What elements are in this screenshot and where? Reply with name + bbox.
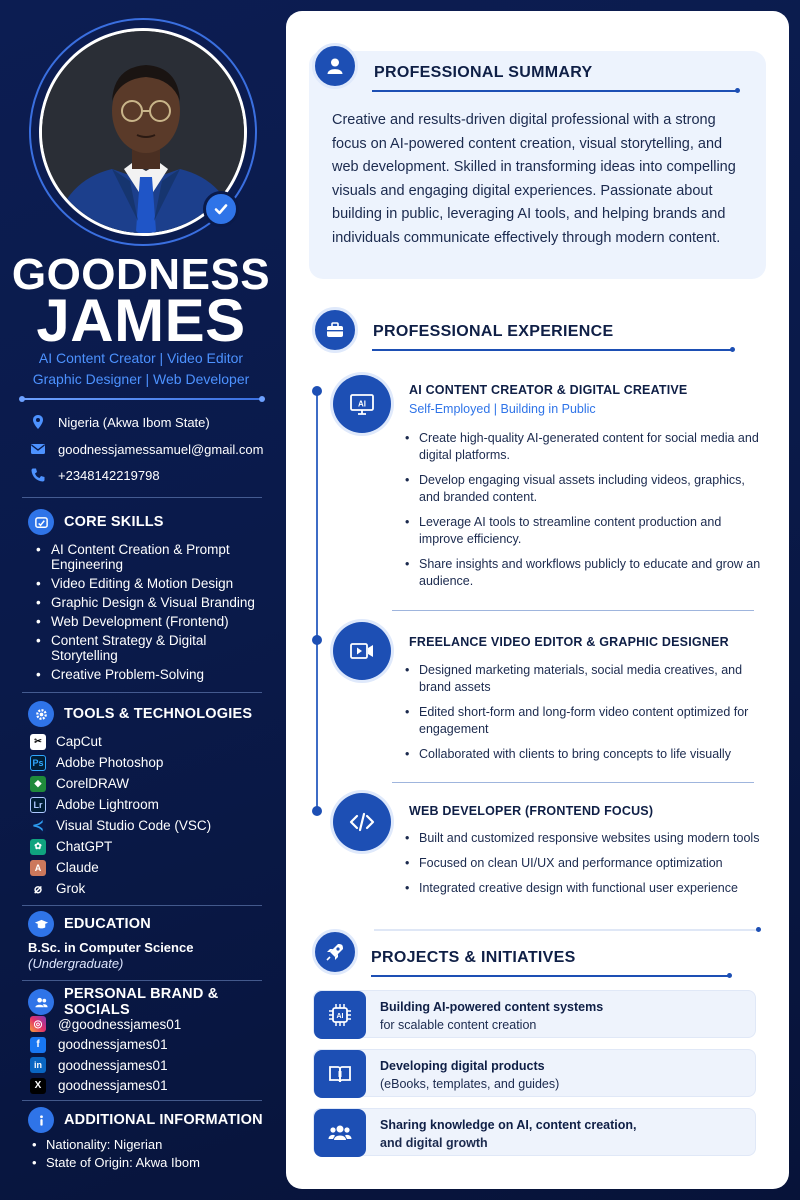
divider [22, 980, 262, 981]
divider [22, 1100, 262, 1101]
list-item: • Built and customized responsive websites using modern tools [419, 830, 764, 847]
capcut-icon: ✂ [30, 734, 46, 750]
list-item: • Graphic Design & Visual Branding [32, 595, 264, 610]
list-item: Ps Adobe Photoshop [30, 752, 262, 773]
list-item: • Video Editing & Motion Design [32, 576, 264, 591]
main-card [286, 11, 789, 1189]
list-item: • Collaborated with clients to bring concepts to life visually [419, 746, 764, 763]
phone-text[interactable]: +2348142219798 [58, 467, 160, 483]
section-divider [374, 929, 758, 931]
linkedin-icon: in [30, 1057, 46, 1073]
summary-heading: PROFESSIONAL SUMMARY [374, 64, 593, 81]
code-icon [333, 793, 391, 851]
tools-heading: TOOLS & TECHNOLOGIES [28, 701, 252, 727]
list-item: • Content Strategy & Digital Storytelling [32, 633, 264, 663]
list-item: • Integrated creative design with functional user experience [419, 880, 764, 897]
timeline-dot [312, 386, 322, 396]
timeline-line [316, 389, 318, 813]
list-item: • Web Development (Frontend) [32, 614, 264, 629]
list-item: ◆ CorelDRAW [30, 773, 262, 794]
job-bullets [419, 662, 764, 771]
list-item: ✿ ChatGPT [30, 836, 262, 857]
info-icon [28, 1107, 54, 1133]
svg-text:AI: AI [358, 399, 366, 409]
project-card [313, 1049, 756, 1097]
envelope-icon [30, 441, 46, 457]
job-title: AI CONTENT CREATOR & DIGITAL CREATIVE [409, 383, 688, 397]
list-item: • Nationality: Nigerian [30, 1136, 200, 1154]
instagram-icon: ◎ [30, 1016, 46, 1032]
social-linkedin[interactable]: in goodnessjames01 [30, 1055, 181, 1076]
job-bullets [419, 830, 764, 905]
location-pin-icon [30, 414, 46, 430]
divider [22, 692, 262, 693]
list-item: • Create high-quality AI-generated content for social media and digital platforms. [419, 430, 764, 464]
list-item: ⌀ Grok [30, 878, 262, 899]
contact-email[interactable] [30, 441, 263, 457]
additional-info-list [30, 1136, 200, 1172]
core-skills-list [32, 542, 264, 686]
grok-icon: ⌀ [34, 880, 42, 896]
group-icon [314, 1109, 366, 1157]
core-skills-heading: CORE SKILLS [28, 509, 164, 535]
social-x[interactable]: X goodnessjames01 [30, 1076, 181, 1097]
project-detail: for scalable content creation [380, 1018, 537, 1032]
list-item: • Develop engaging visual assets including videos, graphics, and branded content. [419, 472, 764, 506]
project-card [313, 990, 756, 1038]
list-item: • State of Origin: Akwa Ibom [30, 1154, 200, 1172]
location-text: Nigeria (Akwa Ibom State) [58, 414, 210, 430]
briefcase-icon [312, 307, 358, 353]
tagline-line-2: Graphic Designer | Web Developer [32, 371, 250, 387]
job-divider [392, 782, 754, 783]
list-item: • Share insights and workflows publicly to educate and grow an audience. [419, 556, 764, 590]
education-heading: EDUCATION [28, 911, 151, 937]
tagline-line-1: AI Content Creator | Video Editor [38, 350, 244, 366]
heading-underline [372, 90, 737, 92]
email-text[interactable]: goodnessjamessamuel@gmail.com [58, 441, 264, 457]
projects-heading: PROJECTS & INITIATIVES [371, 949, 576, 966]
chatgpt-icon: ✿ [30, 839, 46, 855]
last-name: JAMES [36, 287, 246, 354]
x-icon: X [30, 1078, 46, 1094]
contact-phone[interactable] [30, 467, 160, 483]
coreldraw-icon: ◆ [30, 776, 46, 792]
video-icon [333, 622, 391, 680]
claude-icon: A [30, 860, 46, 876]
job-title: FREELANCE VIDEO EDITOR & GRAPHIC DESIGNER [409, 635, 729, 649]
lightroom-icon: Lr [30, 797, 46, 813]
gear-icon [28, 701, 54, 727]
socials-list [30, 1014, 181, 1096]
verified-badge-icon [203, 191, 239, 227]
list-item: ≺ Visual Studio Code (VSC) [30, 815, 262, 836]
timeline-dot [312, 806, 322, 816]
user-icon [312, 43, 358, 89]
photoshop-icon: Ps [30, 755, 46, 771]
list-item: • Edited short-form and long-form video content optimized for engagement [419, 704, 764, 738]
job-title: WEB DEVELOPER (FRONTEND FOCUS) [409, 804, 654, 818]
experience-heading: PROFESSIONAL EXPERIENCE [373, 323, 614, 340]
list-item: • Designed marketing materials, social media creatives, and brand assets [419, 662, 764, 696]
people-icon [28, 989, 54, 1015]
first-name: GOODNESS [11, 250, 271, 299]
job-bullets [419, 430, 764, 598]
graduation-cap-icon [28, 911, 54, 937]
summary-text: Creative and results-driven digital professional with a strong focus on AI-powered content creation, visual storytelling, and web development. Skilled in transforming ideas into compelling visuals and engaging digital experiences. Passionate about building in public, leveraging AI tools, and helping brands and individuals communicate effectively through modern content. [332, 112, 736, 246]
project-title: Building AI-powered content systems [380, 1000, 604, 1014]
ai-monitor-icon [333, 375, 391, 433]
svg-text:AI: AI [336, 1013, 344, 1020]
additional-info-heading: ADDITIONAL INFORMATION [28, 1107, 263, 1133]
social-instagram[interactable]: ◎ @goodnessjames01 [30, 1014, 181, 1035]
project-title: Sharing knowledge on AI, content creation, [380, 1118, 637, 1132]
book-icon [314, 1050, 366, 1098]
phone-icon [30, 467, 46, 483]
project-title: Developing digital products [380, 1059, 545, 1073]
degree-status: (Undergraduate) [28, 956, 124, 971]
list-item: • Leverage AI tools to streamline content production and improve efficiency. [419, 514, 764, 548]
vscode-icon: ≺ [30, 818, 46, 834]
list-item: A Claude [30, 857, 262, 878]
ai-chip-icon [314, 991, 366, 1039]
socials-heading: PERSONAL BRAND & SOCIALS [28, 986, 282, 1018]
job-subtitle: Self-Employed | Building in Public [409, 402, 596, 416]
tools-list [30, 731, 262, 899]
header-divider [22, 398, 262, 400]
divider [22, 497, 262, 498]
list-item: • Creative Problem-Solving [32, 667, 264, 682]
facebook-icon: f [30, 1037, 46, 1053]
contact-location [30, 414, 210, 430]
timeline-dot [312, 635, 322, 645]
list-item: Lr Adobe Lightroom [30, 794, 262, 815]
social-facebook[interactable]: f goodnessjames01 [30, 1035, 181, 1056]
heading-underline [371, 975, 729, 977]
list-item: ✂ CapCut [30, 731, 262, 752]
project-detail: (eBooks, templates, and guides) [380, 1077, 560, 1091]
job-divider [392, 610, 754, 611]
project-detail: and digital growth [380, 1136, 488, 1150]
divider [22, 905, 262, 906]
skills-icon [28, 509, 54, 535]
list-item: • AI Content Creation & Prompt Engineering [32, 542, 264, 572]
rocket-icon [312, 929, 358, 975]
heading-underline [372, 349, 732, 351]
degree: B.Sc. in Computer Science [28, 940, 194, 955]
sidebar [0, 0, 282, 1200]
project-card [313, 1108, 756, 1156]
list-item: • Focused on clean UI/UX and performance optimization [419, 855, 764, 872]
